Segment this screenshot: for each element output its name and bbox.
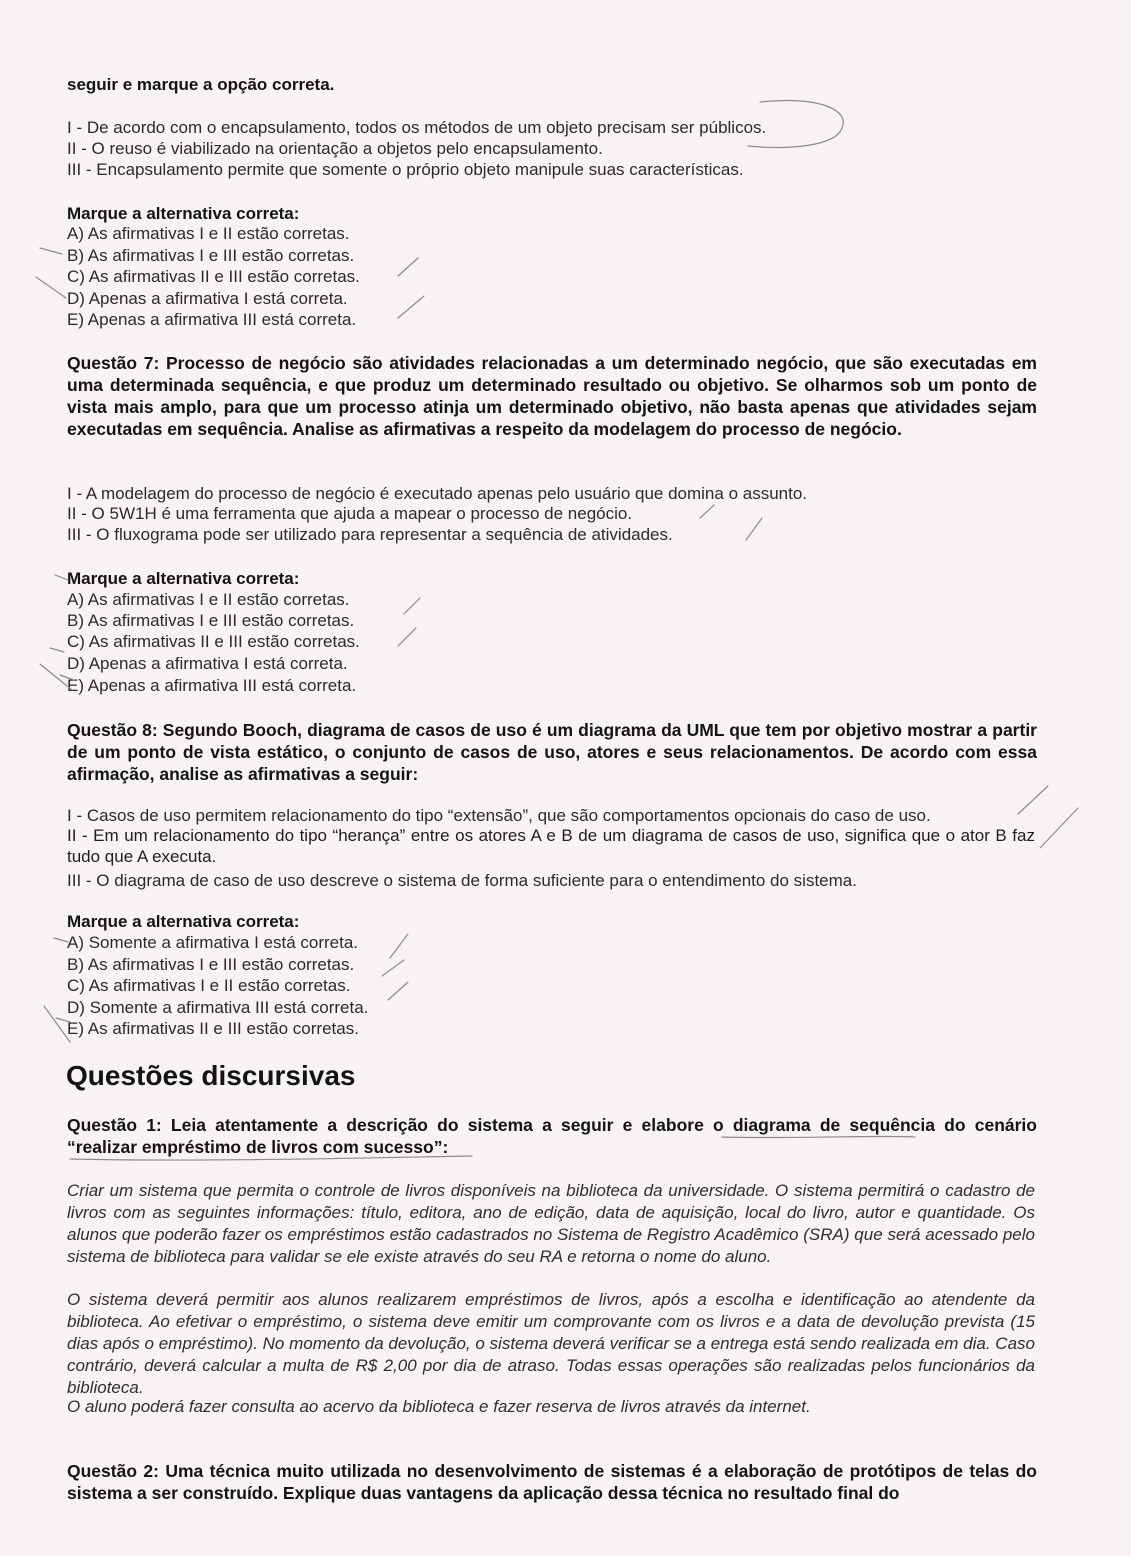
q7-option-a: A) As afirmativas I e II estão corretas. bbox=[67, 590, 350, 609]
intro-line: seguir e marque a opção correta. bbox=[67, 75, 335, 94]
q7-prompt: Marque a alternativa correta: bbox=[67, 569, 300, 588]
d1-paragraph-2: O sistema deverá permitir aos alunos realizarem empréstimos de livros, após a escolha e identificação ao atendente da biblioteca. Ao efetivar o empréstimo, o sistema deve emitir um comprovante com os livros e a data de devolução prevista (15 dias após o empréstimo). No momento da devolução, o sistema deverá verificar se a entrega está sendo realizada em dia. Caso contrário, deverá calcular a multa de R$ 2,00 por dia de atraso. Todas essas operações são realizadas pelos funcionários da biblioteca. bbox=[67, 1290, 1035, 1397]
q6-statement-1: I - De acordo com o encapsulamento, todos os métodos de um objeto precisam ser públicos. bbox=[67, 118, 767, 137]
q8-statement-1: I - Casos de uso permitem relacionamento do tipo “extensão”, que são comportamentos opcionais do caso de uso. bbox=[67, 806, 931, 825]
q7-option-e: E) Apenas a afirmativa III está correta. bbox=[67, 676, 357, 695]
q7-option-c: C) As afirmativas II e III estão corretas. bbox=[67, 632, 360, 651]
q6-option-a: A) As afirmativas I e II estão corretas. bbox=[67, 224, 350, 243]
q6-option-b: B) As afirmativas I e III estão corretas. bbox=[67, 246, 355, 265]
q6-option-c: C) As afirmativas II e III estão corretas. bbox=[67, 267, 360, 286]
q6-option-e: E) Apenas a afirmativa III está correta. bbox=[67, 310, 357, 329]
q8-option-b: B) As afirmativas I e III estão corretas. bbox=[67, 955, 355, 974]
q8-option-c: C) As afirmativas I e II estão corretas. bbox=[67, 976, 351, 995]
section-title: Questões discursivas bbox=[66, 1060, 356, 1091]
d1-title: Questão 1: Leia atentamente a descrição do sistema a seguir e elabore o diagrama de sequência do cenário “realizar empréstimo de livros com sucesso”: bbox=[67, 1115, 1037, 1157]
q8-option-e: E) As afirmativas II e III estão corretas. bbox=[67, 1019, 359, 1038]
q8-title: Questão 8: Segundo Booch, diagrama de casos de uso é um diagrama da UML que tem por objetivo mostrar a partir de um ponto de vista estático, o conjunto de casos de uso, atores e seus relacionamentos. De acordo com essa afirmação, analise as afirmativas a seguir: bbox=[67, 720, 1037, 784]
q7-option-d: D) Apenas a afirmativa I está correta. bbox=[67, 654, 348, 673]
d2-title: Questão 2: Uma técnica muito utilizada no desenvolvimento de sistemas é a elaboração de protótipos de telas do sistema a ser construído. Explique duas vantagens da aplicação dessa técnica no resultado final do bbox=[67, 1461, 1037, 1503]
d1-paragraph-3: O aluno poderá fazer consulta ao acervo da biblioteca e fazer reserva de livros através da internet. bbox=[67, 1397, 811, 1416]
q6-option-d: D) Apenas a afirmativa I está correta. bbox=[67, 289, 348, 308]
q7-option-b: B) As afirmativas I e III estão corretas. bbox=[67, 611, 355, 630]
q6-prompt: Marque a alternativa correta: bbox=[67, 204, 300, 223]
q7-statement-2: II - O 5W1H é uma ferramenta que ajuda a mapear o processo de negócio. bbox=[67, 504, 633, 523]
q7-title: Questão 7: Processo de negócio são atividades relacionadas a um determinado negócio, que são executadas em uma determinada sequência, e que produz um determinado resultado ou objetivo. Se olharmos sob um ponto de vista mais amplo, para que um processo atinja um determinado objetivo, não basta apenas que atividades sejam executadas em sequência. Analise as afirmativas a respeito da modelagem do processo de negócio. bbox=[67, 353, 1037, 439]
q6-statement-3: III - Encapsulamento permite que somente o próprio objeto manipule suas características. bbox=[67, 160, 744, 179]
q8-prompt: Marque a alternativa correta: bbox=[67, 912, 300, 931]
q8-option-d: D) Somente a afirmativa III está correta. bbox=[67, 998, 369, 1017]
q7-statement-3: III - O fluxograma pode ser utilizado para representar a sequência de atividades. bbox=[67, 525, 673, 544]
q6-statement-2: II - O reuso é viabilizado na orientação a objetos pelo encapsulamento. bbox=[67, 139, 603, 158]
q8-statement-2: II - Em um relacionamento do tipo “herança” entre os atores A e B de um diagrama de casos de uso, significa que o ator B faz tudo que A executa. bbox=[67, 826, 1035, 866]
d1-paragraph-1: Criar um sistema que permita o controle de livros disponíveis na biblioteca da universidade. O sistema permitirá o cadastro de livros com as seguintes informações: título, editora, ano de edição, data de aquisição, local do livro, autor e quantidade. Os alunos que poderão fazer os empréstimos estão cadastrados no Sistema de Registro Acadêmico (SRA) que será acessado pelo sistema de biblioteca para validar se ele existe através do seu RA e retorna o nome do aluno. bbox=[67, 1181, 1035, 1266]
q8-statement-3: III - O diagrama de caso de uso descreve o sistema de forma suficiente para o entendimento do sistema. bbox=[67, 871, 857, 890]
q7-statement-1: I - A modelagem do processo de negócio é executado apenas pelo usuário que domina o assunto. bbox=[67, 484, 808, 503]
q8-option-a: A) Somente a afirmativa I está correta. bbox=[67, 933, 359, 952]
